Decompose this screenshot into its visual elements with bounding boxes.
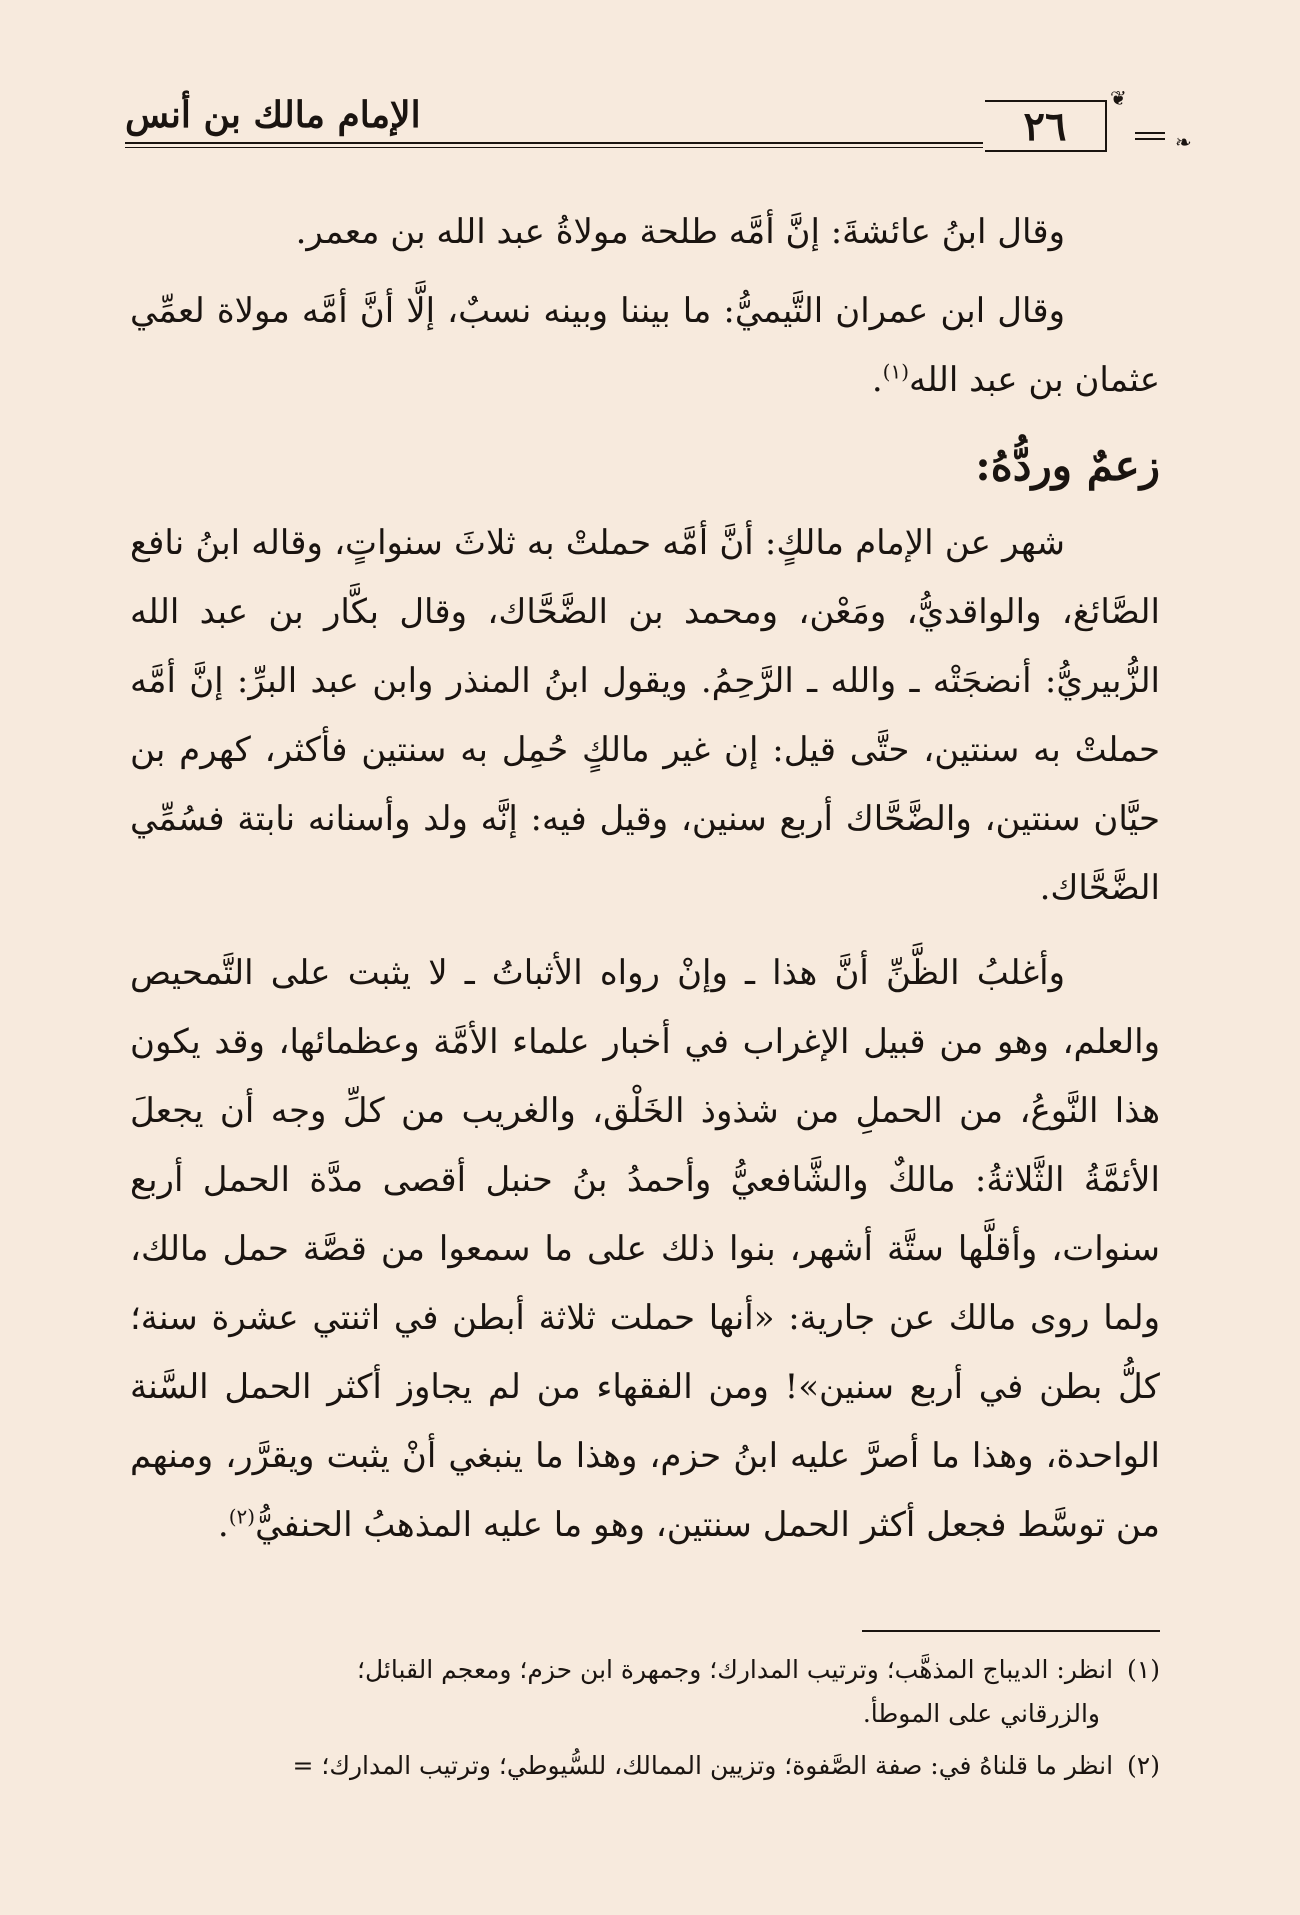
paragraph: وقال ابنُ عائشةَ: إنَّ أمَّه طلحة مولاةُ عبد الله بن معمر.	[295, 212, 1065, 252]
page-number: ٢٦	[1023, 102, 1067, 150]
main-text	[130, 198, 1160, 1576]
footnote-ref: (١)	[882, 359, 910, 384]
ornament-icon: ❧	[1175, 130, 1192, 154]
header-rule	[125, 142, 983, 144]
running-title: الإمام مالك بن أنس	[125, 94, 421, 136]
paragraph-text: وقال ابن عمران التَّيميُّ: ما بيننا وبينه نسبٌ، إلَّا أنَّ أمَّه مولاة لعمِّي عثمان بن عبد الله	[130, 291, 1160, 400]
footnote-ref: (٢)	[228, 1504, 256, 1529]
footnote-continuation: والزرقاني على الموطأ.	[862, 1699, 1100, 1728]
paragraph-end: .	[217, 1505, 229, 1545]
page-number-frame	[985, 100, 1107, 152]
paragraph-end: .	[871, 360, 883, 400]
footnote	[130, 1744, 1160, 1788]
page-header	[125, 86, 1192, 158]
paragraph	[130, 277, 1160, 415]
header-rule-thin	[125, 147, 983, 148]
footnote-text: انظر ما قلناهُ في: صفة الصَّفوة؛ وتزيين الممالك، للسُّيوطي؛ وترتيب المدارك؛ =	[292, 1751, 1114, 1780]
footnote-text: انظر: الديباج المذهَّب؛ وترتيب المدارك؛ وجمهرة ابن حزم؛ ومعجم القبائل؛	[357, 1655, 1114, 1684]
paragraph-text: وأغلبُ الظَّنِّ أنَّ هذا ـ وإنْ رواه الأثباتُ ـ لا يثبت على التَّمحيص والعلم، وهو من قبيل الإغراب في أخبار علماء الأمَّة وعظمائها، وقد يكون هذا النَّوعُ، من الحملِ من شذوذ الخَلْق، والغريب من كلِّ وجه أن يجعلَ الأئمَّةُ الثَّلاثةُ: مالكٌ والشَّافعيُّ وأحمدُ بنُ حنبل أقصى مدَّة الحمل أربع سنوات، وأقلَّها ستَّة أشهر، بنوا ذلك على ما سمعوا من قصَّة حمل مالك، ولما روى مالك عن جارية: «أنها حملت ثلاثة أبطن في اثنتي عشرة سنة؛ كلُّ بطن في أربع سنين»! ومن الفقهاء من لم يجاوز أكثر الحمل السَّنة الواحدة، وهذا ما أصرَّ عليه ابنُ حزم، وهذا ما ينبغي أنْ يثبت ويقرَّر، ومنهم من توسَّط فجعل أكثر الحمل سنتين، وهو ما عليه المذهبُ الحنفيُّ	[130, 953, 1161, 1545]
footnote	[130, 1648, 1160, 1736]
paragraph: شهر عن الإمام مالكٍ: أنَّ أمَّه حملتْ به ثلاثَ سنواتٍ، وقاله ابنُ نافع الصَّائغ، والواقديُّ، ومَعْن، ومحمد بن الضَّحَّاك، وقال بكَّار بن عبد الله الزُّبيريُّ: أنضجَتْه ـ والله ـ الرَّحِمُ. ويقول ابنُ المنذر وابن عبد البرِّ: إنَّ أمَّه حملتْ به سنتين، حتَّى قيل: إن غير مالكٍ حُمِل به سنتين فأكثر، كهرم بن حيَّان سنتين، والضَّحَّاك أربع سنين، وقيل فيه: إنَّه ولد وأسنانه نابتة فسُمِّي الضَّحَّاك.	[130, 523, 1160, 908]
footnotes	[130, 1648, 1160, 1796]
footnote-number: (١)	[1127, 1655, 1160, 1684]
header-tail-lines	[1135, 132, 1165, 144]
ornament-icon: ❦	[1110, 86, 1127, 110]
section-heading: زعمٌ وردُّهُ:	[975, 441, 1160, 490]
footnote-number: (٢)	[1127, 1751, 1160, 1780]
footnote-rule	[862, 1630, 1160, 1632]
paragraph	[130, 939, 1160, 1560]
